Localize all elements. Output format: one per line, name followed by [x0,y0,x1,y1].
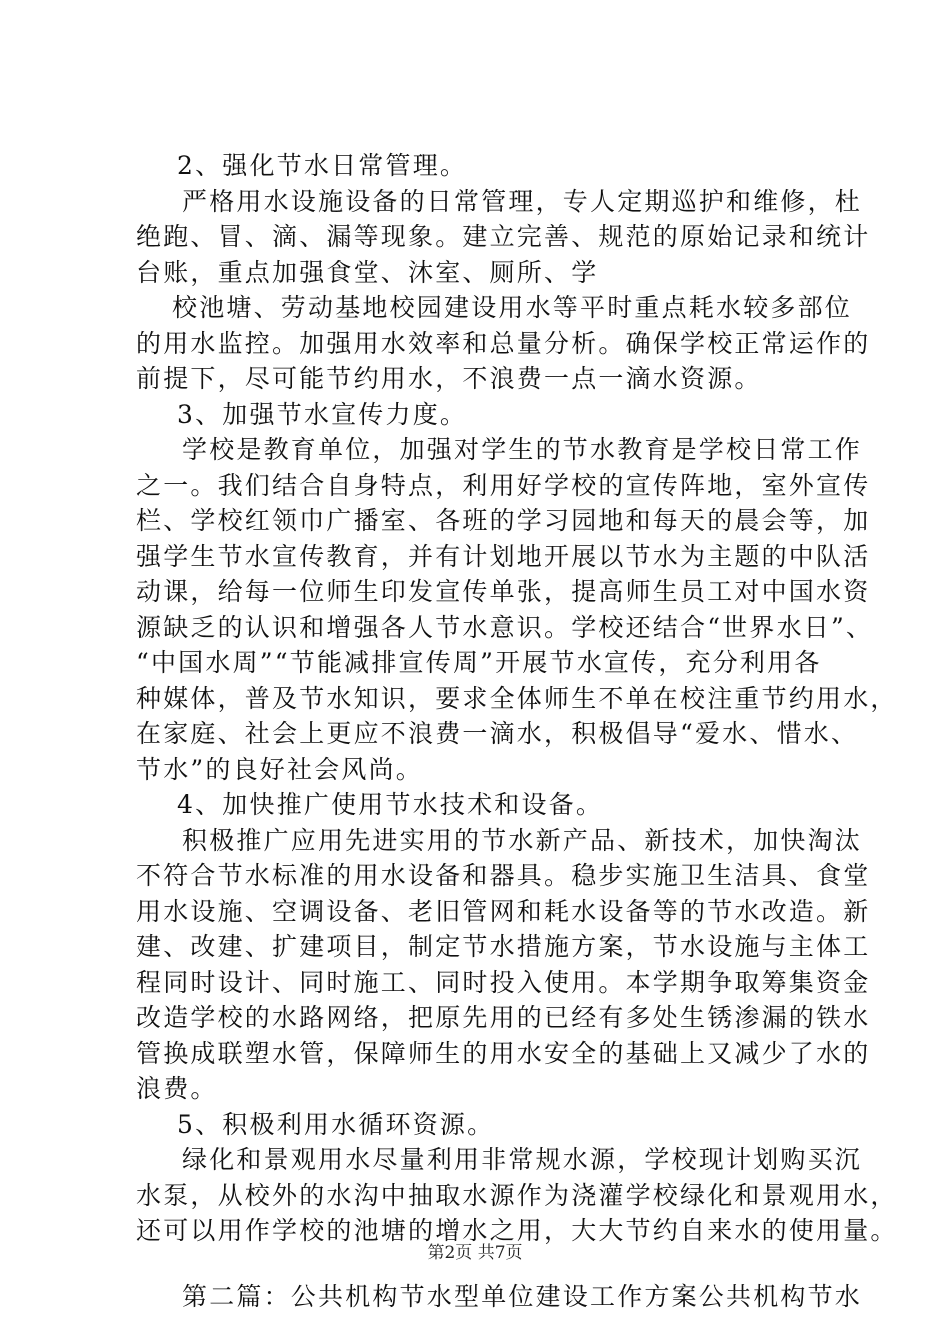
text-line: 还可以用作学校的池塘的增水之用，大大节约自来水的使用量。 [136,1216,898,1245]
paragraph-lines [136,148,898,1249]
text-line: 节水”的良好社会风尚。 [136,754,423,784]
section-heading-line: 4、加快推广使用节水技术和设备。 [177,790,604,819]
text-line: 浪费。 [136,1074,218,1103]
text-line: 前提下，尽可能节约用水，不浪费一点一滴水资源。 [136,364,762,393]
text-line: 绿化和景观用水尽量利用非常规水源，学校现计划购买沉 [182,1145,863,1174]
text-line: 强学生节水宣传教育，并有计划地开展以节水为主题的中队活 [136,541,871,571]
text-line: 之一。我们结合自身特点，利用好学校的宣传阵地，室外宣传 [136,470,871,500]
text-line: 栏、学校红领巾广播室、各班的学习园地和每天的晨会等，加 [136,506,871,535]
text-line: 源缺乏的认识和增强各人节水意识。学校还结合“世界水日”、 [136,612,874,642]
section-heading-line: 3、加强节水宣传力度。 [177,399,468,429]
text-line: 绝跑、冒、滴、漏等现象。建立完善、规范的原始记录和统计 [136,222,871,251]
text-line: 改造学校的水路网络，把原先用的已经有多处生锈渗漏的铁水 [136,1003,871,1032]
text-line: 台账，重点加强食堂、沐室、厕所、学 [136,257,599,287]
text-line: 积极推广应用先进实用的节水新产品、新技术，加快淘汰 [182,825,863,855]
section-title: 第二篇：公共机构节水型单位建设工作方案公共机构节水 [182,1281,863,1311]
text-line: 学校是教育单位，加强对学生的节水教育是学校日常工作 [182,435,863,464]
text-line: 管换成联塑水管，保障师生的用水安全的基础上又减少了水的 [136,1038,871,1068]
text-line: 在家庭、社会上更应不浪费一滴水，积极倡导“爱水、惜水、 [136,719,859,748]
section-heading-line: 5、积极利用水循环资源。 [177,1109,495,1139]
text-line: 建、改建、扩建项目，制定节水措施方案，节水设施与主体工 [136,932,871,961]
document-body [136,148,898,1315]
page-footer: 第2页 共7页 [427,1243,523,1263]
text-line: “中国水周”“节能减排宣传周”开展节水宣传，充分利用各 [136,648,822,677]
text-line: 程同时设计、同时施工、同时投入使用。本学期争取筹集资金 [136,967,871,997]
text-line: 动课，给每一位师生印发宣传单张，提高师生员工对中国水资 [136,577,871,606]
text-line: 不符合节水标准的用水设备和器具。稳步实施卫生洁具、食堂 [136,861,871,890]
text-line: 严格用水设施设备的日常管理，专人定期巡护和维修，杜 [182,186,863,216]
text-line: 水泵，从校外的水沟中抽取水源作为浇灌学校绿化和景观用水， [136,1180,898,1210]
text-line: 用水设施、空调设备、老旧管网和耗水设备等的节水改造。新 [136,896,871,926]
text-line: 种媒体，普及节水知识，要求全体师生不单在校注重节约用水， [136,683,898,713]
text-line: 校池塘、劳动基地校园建设用水等平时重点耗水较多部位 [172,293,853,322]
section-heading-line: 2、强化节水日常管理。 [177,151,468,180]
text-line: 的用水监控。加强用水效率和总量分析。确保学校正常运作的 [136,328,871,358]
